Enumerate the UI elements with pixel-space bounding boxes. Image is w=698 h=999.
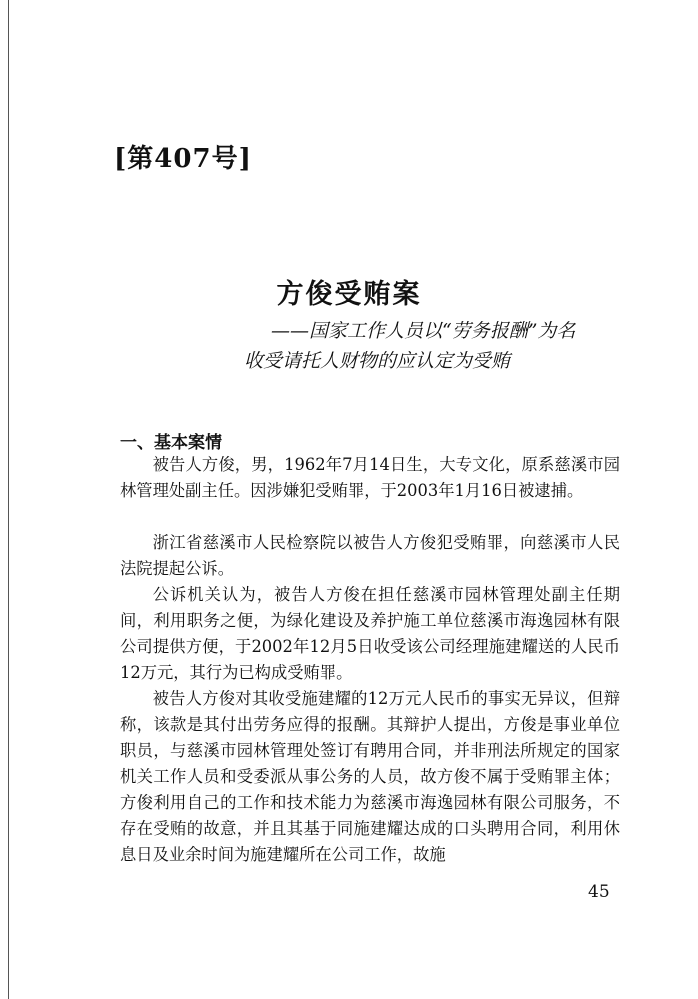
paragraph-defense: 被告人方俊对其收受施建耀的12万元人民币的事实无异议，但辩称，该款是其付出劳务应得的报酬。其辩护人提出，方俊是事业单位职员，与慈溪市园林管理处签订有聘用合同，并非刑法所规定的国家机关工作人员和受委派从事公务的人员，故方俊不属于受贿罪主体；方俊利用自己的工作和技术能力为慈溪市海逸园林有限公司服务，不存在受贿的故意，并且其基于同施建耀达成的口头聘用合同，利用休息日及业余时间为施建耀所在公司工作，故施 xyxy=(120,689,620,864)
section-heading: 一、基本案情 xyxy=(120,433,222,453)
paragraph-prosecution-view: 公诉机关认为，被告人方俊在担任慈溪市园林管理处副主任期间，利用职务之便，为绿化建设及养护施工单位慈溪市海逸园林有限公司提供方便，于2002年12月5日收受该公司经理施建耀送的人民币12万元，其行为已构成受贿罪。 xyxy=(120,585,620,682)
subtitle-line-1: ——国家工作人员以“劳务报酬”为名 xyxy=(271,320,576,342)
page-edge-line xyxy=(8,0,9,999)
case-number: [第407号] xyxy=(114,144,252,174)
case-title: 方俊受贿案 xyxy=(276,279,422,310)
paragraph-defendant-info: 被告人方俊，男，1962年7月14日生，大专文化，原系慈溪市园林管理处副主任。因涉嫌犯受贿罪，于2003年1月16日被逮捕。 xyxy=(120,455,620,500)
subtitle-line-2: 收受请托人财物的应认定为受贿 xyxy=(244,350,511,372)
paragraph-prosecution: 浙江省慈溪市人民检察院以被告人方俊犯受贿罪，向慈溪市人民法院提起公诉。 xyxy=(120,533,620,578)
page-number: 45 xyxy=(588,882,610,902)
